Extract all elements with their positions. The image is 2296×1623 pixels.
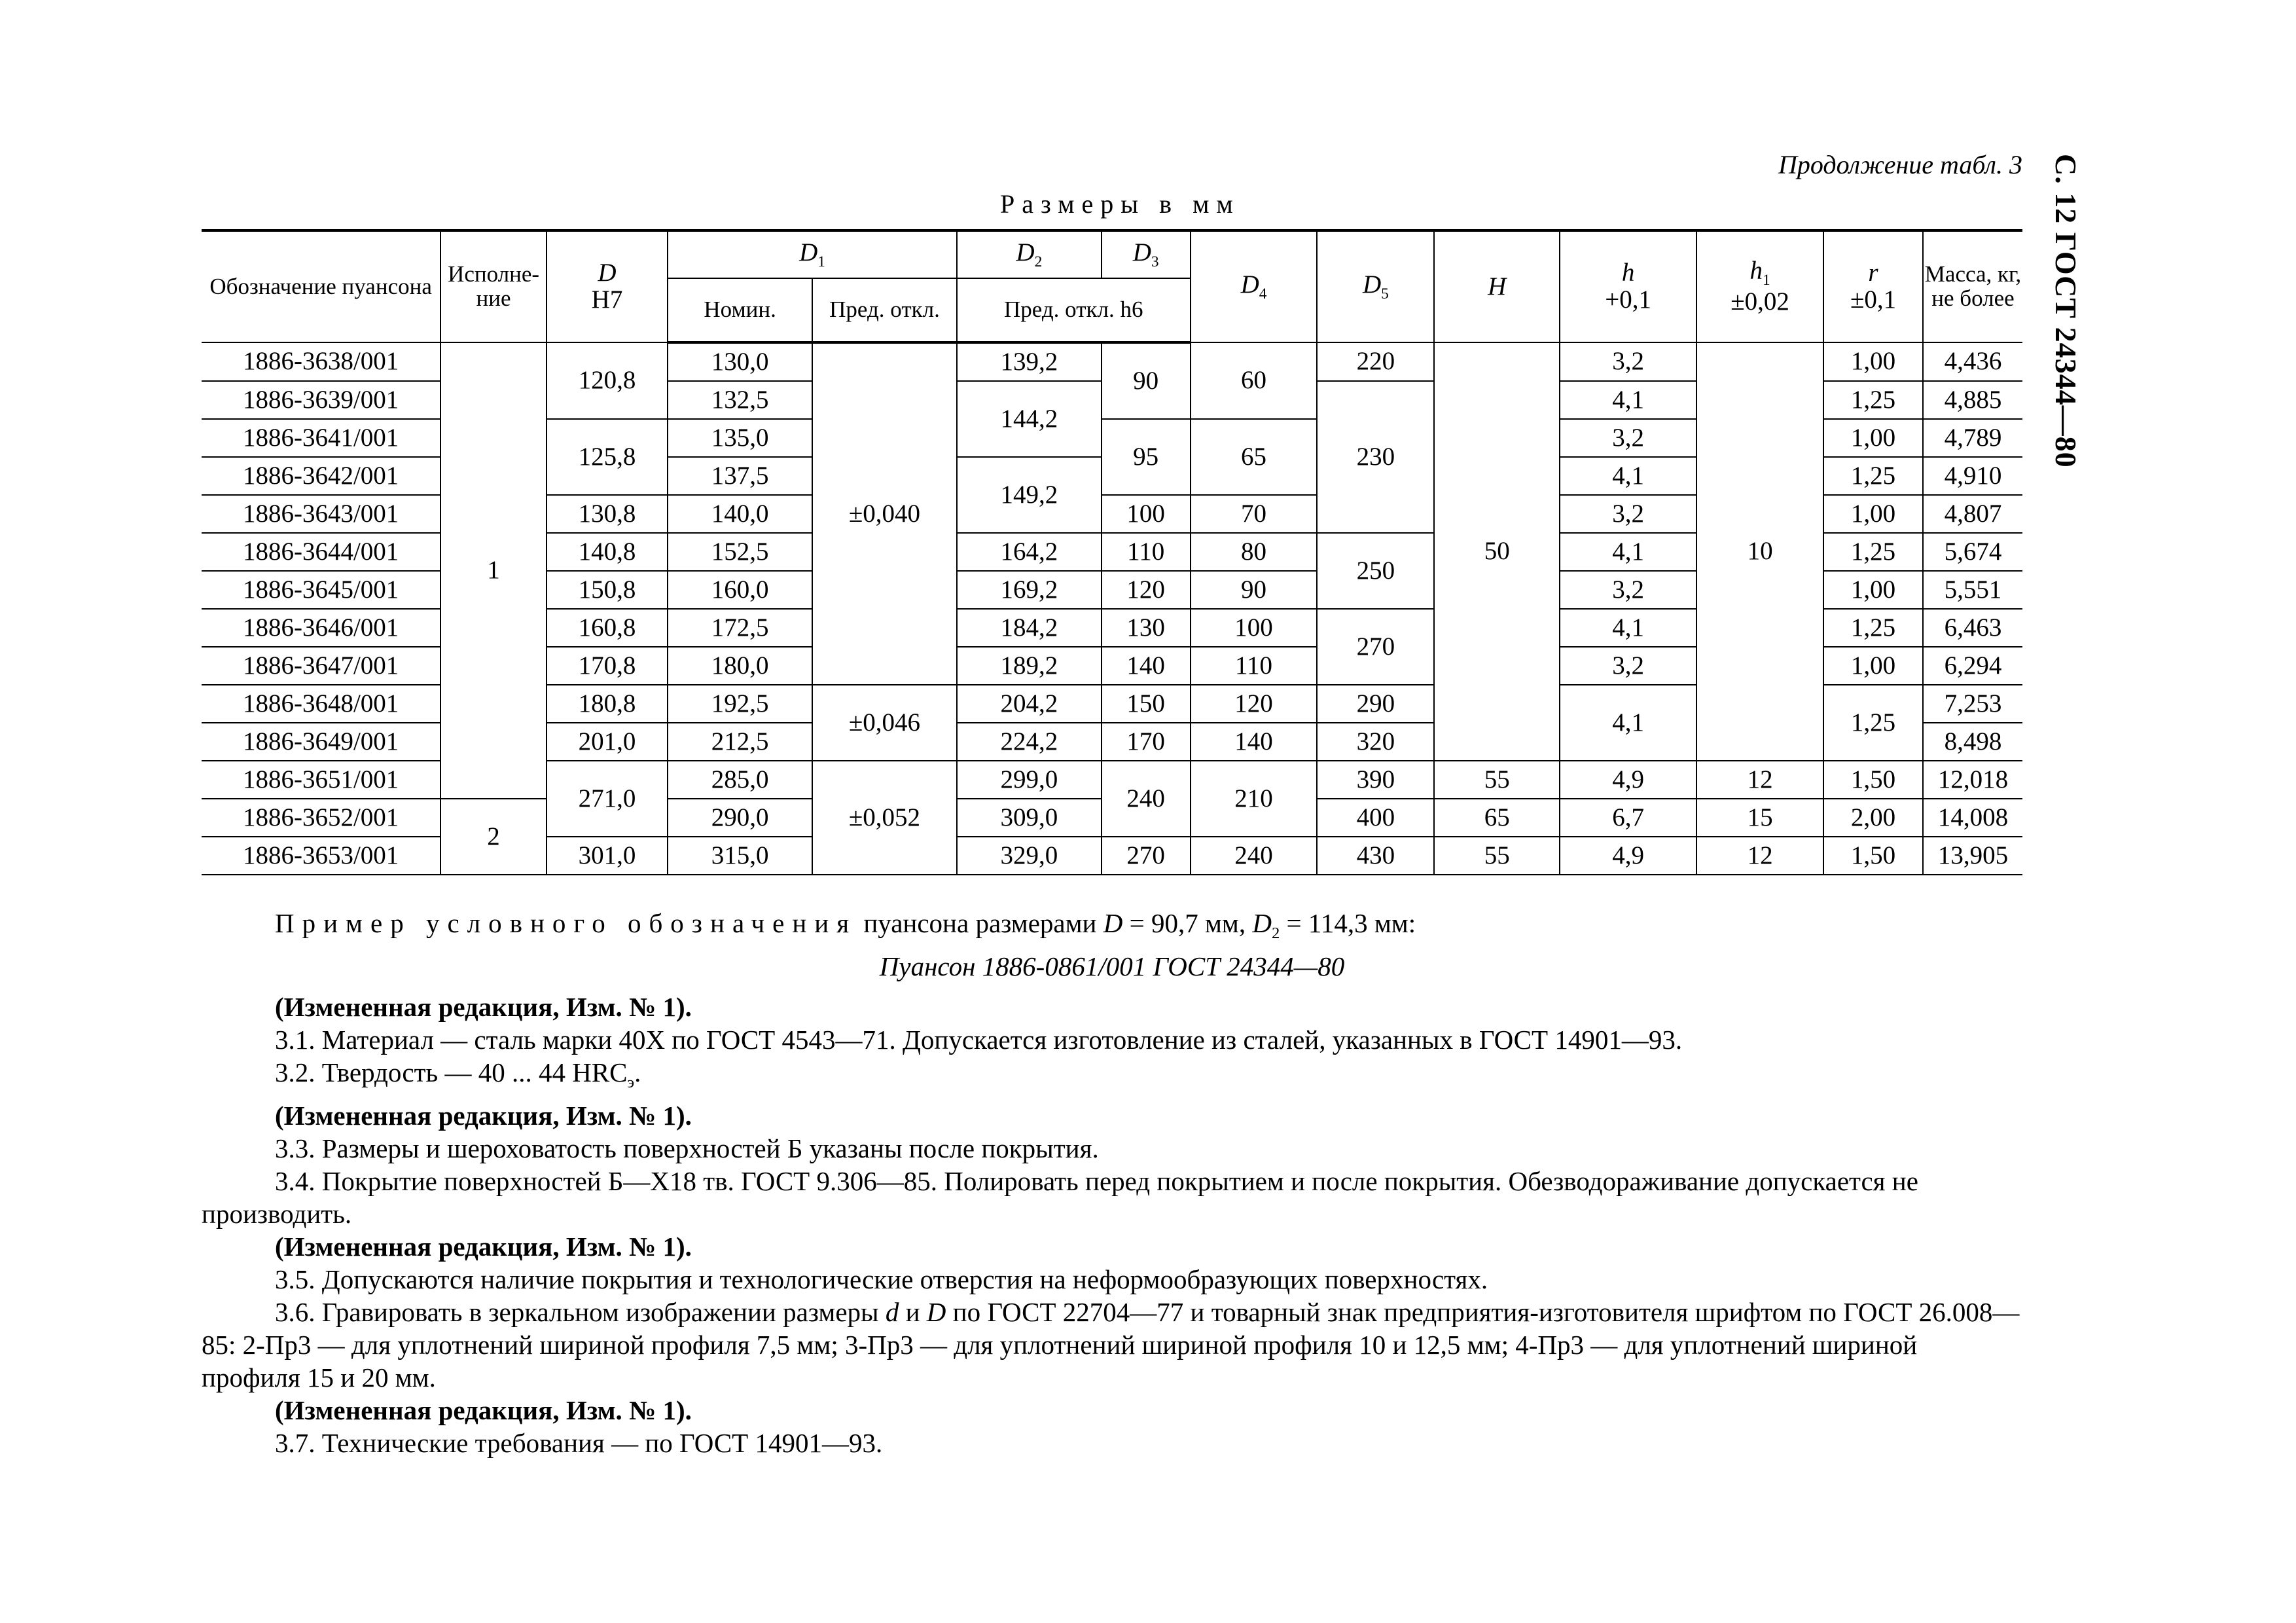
D3-cell: 150 bbox=[1102, 685, 1191, 723]
header-h1: $h_1$ ±0,02 bbox=[1696, 230, 1823, 342]
mass-cell: 5,674 bbox=[1923, 533, 2022, 571]
clause-3-7: 3.7. Технические требования — по ГОСТ 14901—93. bbox=[275, 1428, 883, 1459]
D3-cell: 120 bbox=[1102, 571, 1191, 609]
r-cell: 1,25 bbox=[1823, 533, 1923, 571]
D4-cell: 70 bbox=[1191, 495, 1318, 533]
D4-cell: 60 bbox=[1191, 342, 1318, 419]
r-cell: 1,50 bbox=[1823, 837, 1923, 875]
mass-cell: 4,436 bbox=[1923, 342, 2022, 381]
h1-cell: 15 bbox=[1696, 799, 1823, 837]
D2-cell: 169,2 bbox=[957, 571, 1102, 609]
mass-cell: 7,253 bbox=[1923, 685, 2022, 723]
D-cell: 125,8 bbox=[547, 419, 668, 495]
table-continuation-label: Продолжение табл. 3 bbox=[1778, 150, 2022, 179]
r-cell: 1,00 bbox=[1823, 419, 1923, 457]
D1-nom-cell: 180,0 bbox=[668, 647, 812, 685]
clause-3-1: 3.1. Материал — сталь марки 40Х по ГОСТ 4543—71. Допускается изготовление из сталей, указанных в ГОСТ 14901—93. bbox=[275, 1025, 1683, 1055]
h-cell: 4,1 bbox=[1560, 609, 1696, 647]
mass-cell: 14,008 bbox=[1923, 799, 2022, 837]
amendment-note: (Измененная редакция, Изм. № 1). bbox=[275, 1395, 692, 1426]
mass-cell: 6,294 bbox=[1923, 647, 2022, 685]
D5-cell: 250 bbox=[1317, 533, 1434, 609]
D1-tol-cell: ±0,046 bbox=[812, 685, 957, 761]
header-D1-nominal: Номин. bbox=[668, 278, 812, 342]
D4-cell: 240 bbox=[1191, 837, 1318, 875]
D2-cell: 189,2 bbox=[957, 647, 1102, 685]
D3-cell: 170 bbox=[1102, 723, 1191, 761]
example-designation: Пуансон 1886-0861/001 ГОСТ 24344—80 bbox=[879, 951, 1345, 982]
D2-cell: 299,0 bbox=[957, 761, 1102, 799]
D2-cell: 144,2 bbox=[957, 381, 1102, 457]
designation-cell: 1886-3647/001 bbox=[202, 647, 440, 685]
D1-nom-cell: 130,0 bbox=[668, 342, 812, 381]
designation-cell: 1886-3641/001 bbox=[202, 419, 440, 457]
mass-cell: 13,905 bbox=[1923, 837, 2022, 875]
D-cell: 180,8 bbox=[547, 685, 668, 723]
designation-cell: 1886-3648/001 bbox=[202, 685, 440, 723]
h-cell: 4,9 bbox=[1560, 761, 1696, 799]
r-cell: 1,00 bbox=[1823, 495, 1923, 533]
r-cell: 1,00 bbox=[1823, 647, 1923, 685]
mass-cell: 4,885 bbox=[1923, 381, 2022, 419]
r-cell: 1,50 bbox=[1823, 761, 1923, 799]
r-cell: 1,00 bbox=[1823, 571, 1923, 609]
D5-cell: 220 bbox=[1317, 342, 1434, 381]
D5-cell: 430 bbox=[1317, 837, 1434, 875]
D4-cell: 210 bbox=[1191, 761, 1318, 837]
header-D1-tolerance: Пред. откл. bbox=[812, 278, 957, 342]
mass-cell: 4,789 bbox=[1923, 419, 2022, 457]
D-cell: 120,8 bbox=[547, 342, 668, 419]
h-cell: 6,7 bbox=[1560, 799, 1696, 837]
header-D2: $D_2$ bbox=[957, 230, 1102, 278]
units-caption: Размеры в мм bbox=[1000, 189, 1240, 219]
designation-cell: 1886-3638/001 bbox=[202, 342, 440, 381]
version-cell: 2 bbox=[440, 799, 547, 875]
D5-cell: 270 bbox=[1317, 609, 1434, 685]
mass-cell: 4,910 bbox=[1923, 457, 2022, 495]
designation-cell: 1886-3651/001 bbox=[202, 761, 440, 799]
D4-cell: 140 bbox=[1191, 723, 1318, 761]
clause-3-3: 3.3. Размеры и шероховатость поверхностей Б указаны после покрытия. bbox=[275, 1133, 1099, 1164]
D3-cell: 110 bbox=[1102, 533, 1191, 571]
designation-cell: 1886-3646/001 bbox=[202, 609, 440, 647]
D2-cell: 309,0 bbox=[957, 799, 1102, 837]
table-row bbox=[202, 342, 2022, 381]
D-cell: 301,0 bbox=[547, 837, 668, 875]
header-version: Исполне-ние bbox=[440, 230, 547, 342]
D-cell: 150,8 bbox=[547, 571, 668, 609]
clause-3-4: 3.4. Покрытие поверхностей Б—Х18 тв. ГОСТ 9.306—85. Полировать перед покрытием и после покрытия. Обезводораживание допускается не производить. bbox=[202, 1166, 1918, 1230]
D1-tol-cell: ±0,040 bbox=[812, 342, 957, 685]
D2-cell: 139,2 bbox=[957, 342, 1102, 381]
designation-cell: 1886-3652/001 bbox=[202, 799, 440, 837]
D3-cell: 270 bbox=[1102, 837, 1191, 875]
D3-cell: 140 bbox=[1102, 647, 1191, 685]
designation-cell: 1886-3644/001 bbox=[202, 533, 440, 571]
h1-cell: 10 bbox=[1696, 342, 1823, 761]
D-cell: 160,8 bbox=[547, 609, 668, 647]
D1-nom-cell: 160,0 bbox=[668, 571, 812, 609]
h-cell: 4,9 bbox=[1560, 837, 1696, 875]
h1-cell: 12 bbox=[1696, 761, 1823, 799]
example-line: Пример условного обозначения пуансона размерами D = 90,7 мм, $D_2 = 114,3$ мм: bbox=[275, 908, 1416, 943]
h-cell: 4,1 bbox=[1560, 457, 1696, 495]
D1-nom-cell: 132,5 bbox=[668, 381, 812, 419]
D1-nom-cell: 192,5 bbox=[668, 685, 812, 723]
D3-cell: 95 bbox=[1102, 419, 1191, 495]
r-cell: 2,00 bbox=[1823, 799, 1923, 837]
amendment-note: (Измененная редакция, Изм. № 1). bbox=[275, 992, 692, 1022]
h-cell: 3,2 bbox=[1560, 342, 1696, 381]
version-cell: 1 bbox=[440, 342, 547, 799]
D3-cell: 130 bbox=[1102, 609, 1191, 647]
D1-nom-cell: 212,5 bbox=[668, 723, 812, 761]
h-cell: 3,2 bbox=[1560, 647, 1696, 685]
amendment-note: (Измененная редакция, Изм. № 1). bbox=[275, 1231, 692, 1262]
header-D4: $D_4$ bbox=[1191, 230, 1318, 342]
H-cell: 50 bbox=[1434, 342, 1560, 761]
D-cell: 201,0 bbox=[547, 723, 668, 761]
D1-nom-cell: 172,5 bbox=[668, 609, 812, 647]
D-cell: 271,0 bbox=[547, 761, 668, 837]
D1-nom-cell: 140,0 bbox=[668, 495, 812, 533]
D2-cell: 204,2 bbox=[957, 685, 1102, 723]
h-cell: 4,1 bbox=[1560, 533, 1696, 571]
h-cell: 4,1 bbox=[1560, 685, 1696, 761]
h-cell: 4,1 bbox=[1560, 381, 1696, 419]
designation-cell: 1886-3645/001 bbox=[202, 571, 440, 609]
punch-dimensions-table bbox=[202, 229, 2022, 875]
mass-cell: 8,498 bbox=[1923, 723, 2022, 761]
D1-nom-cell: 290,0 bbox=[668, 799, 812, 837]
clause-3-2: 3.2. Твердость — 40 ... 44 $HRC_э$. bbox=[275, 1057, 641, 1092]
designation-cell: 1886-3653/001 bbox=[202, 837, 440, 875]
header-D3: $D_3$ bbox=[1102, 230, 1191, 278]
D2-cell: 149,2 bbox=[957, 457, 1102, 533]
D2-cell: 164,2 bbox=[957, 533, 1102, 571]
header-D2-D3-tolerance: Пред. откл. h6 bbox=[957, 278, 1191, 342]
D1-nom-cell: 135,0 bbox=[668, 419, 812, 457]
header-designation: Обозначение пуансона bbox=[202, 230, 440, 342]
D3-cell: 100 bbox=[1102, 495, 1191, 533]
D4-cell: 100 bbox=[1191, 609, 1318, 647]
designation-cell: 1886-3639/001 bbox=[202, 381, 440, 419]
D3-cell: 240 bbox=[1102, 761, 1191, 837]
mass-cell: 4,807 bbox=[1923, 495, 2022, 533]
designation-cell: 1886-3643/001 bbox=[202, 495, 440, 533]
designation-cell: 1886-3649/001 bbox=[202, 723, 440, 761]
D3-cell: 90 bbox=[1102, 342, 1191, 419]
clause-3-6: 3.6. Гравировать в зеркальном изображении размеры d и D по ГОСТ 22704—77 и товарный знак предприятия-изготовителя шрифтом по ГОСТ 26.008—85: 2-Пр3 — для уплотнений шириной профиля 7,5 мм; 3-Пр3 — для уплотнений шириной профиля 10 и 12,5 мм; 4-Пр3 — для уплотнений шириной профиля 15 и 20 мм. bbox=[202, 1297, 2020, 1393]
D5-cell: 400 bbox=[1317, 799, 1434, 837]
header-h: h +0,1 bbox=[1560, 230, 1696, 342]
r-cell: 1,25 bbox=[1823, 685, 1923, 761]
D2-cell: 224,2 bbox=[957, 723, 1102, 761]
mass-cell: 6,463 bbox=[1923, 609, 2022, 647]
D5-cell: 290 bbox=[1317, 685, 1434, 723]
D4-cell: 120 bbox=[1191, 685, 1318, 723]
header-D: D H7 bbox=[547, 230, 668, 342]
header-D1: $D_1$ bbox=[668, 230, 957, 278]
H-cell: 55 bbox=[1434, 837, 1560, 875]
D5-cell: 320 bbox=[1317, 723, 1434, 761]
page-header-side: С. 12 ГОСТ 24344—80 bbox=[2049, 154, 2083, 468]
example-block bbox=[202, 907, 2022, 983]
r-cell: 1,25 bbox=[1823, 457, 1923, 495]
D1-tol-cell: ±0,052 bbox=[812, 761, 957, 875]
clause-3-5: 3.5. Допускаются наличие покрытия и технологические отверстия на неформообразующих поверхностях. bbox=[275, 1264, 1488, 1295]
H-cell: 55 bbox=[1434, 761, 1560, 799]
designation-cell: 1886-3642/001 bbox=[202, 457, 440, 495]
mass-cell: 12,018 bbox=[1923, 761, 2022, 799]
r-cell: 1,00 bbox=[1823, 342, 1923, 381]
D-cell: 170,8 bbox=[547, 647, 668, 685]
h-cell: 3,2 bbox=[1560, 571, 1696, 609]
technical-notes bbox=[202, 991, 2022, 1459]
D-cell: 130,8 bbox=[547, 495, 668, 533]
D4-cell: 110 bbox=[1191, 647, 1318, 685]
D1-nom-cell: 137,5 bbox=[668, 457, 812, 495]
D4-cell: 90 bbox=[1191, 571, 1318, 609]
D2-cell: 329,0 bbox=[957, 837, 1102, 875]
D4-cell: 65 bbox=[1191, 419, 1318, 495]
header-mass: Масса, кг, не более bbox=[1923, 230, 2022, 342]
D-cell: 140,8 bbox=[547, 533, 668, 571]
r-cell: 1,25 bbox=[1823, 609, 1923, 647]
D4-cell: 80 bbox=[1191, 533, 1318, 571]
D2-cell: 184,2 bbox=[957, 609, 1102, 647]
D1-nom-cell: 152,5 bbox=[668, 533, 812, 571]
r-cell: 1,25 bbox=[1823, 381, 1923, 419]
D5-cell: 230 bbox=[1317, 381, 1434, 533]
h-cell: 3,2 bbox=[1560, 495, 1696, 533]
mass-cell: 5,551 bbox=[1923, 571, 2022, 609]
header-D5: $D_5$ bbox=[1317, 230, 1434, 342]
h1-cell: 12 bbox=[1696, 837, 1823, 875]
header-r: r ±0,1 bbox=[1823, 230, 1923, 342]
h-cell: 3,2 bbox=[1560, 419, 1696, 457]
H-cell: 65 bbox=[1434, 799, 1560, 837]
amendment-note: (Измененная редакция, Изм. № 1). bbox=[275, 1101, 692, 1131]
header-H: H bbox=[1434, 230, 1560, 342]
D1-nom-cell: 285,0 bbox=[668, 761, 812, 799]
D1-nom-cell: 315,0 bbox=[668, 837, 812, 875]
D5-cell: 390 bbox=[1317, 761, 1434, 799]
